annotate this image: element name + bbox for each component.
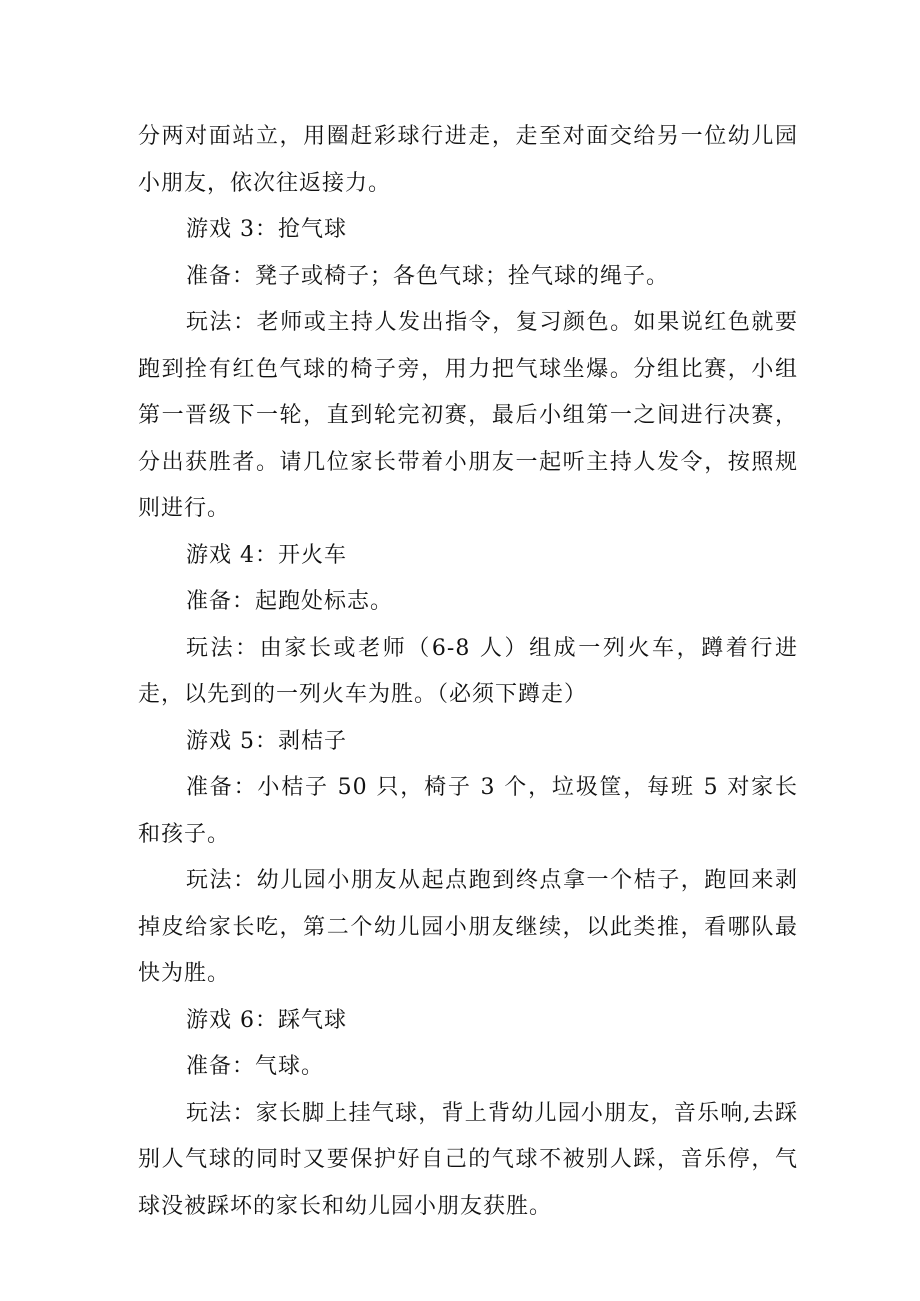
game-4-rules: 玩法：由家长或老师（6-8 人）组成一列火车，蹲着行进走，以先到的一列火车为胜。（必须下蹲走） (138, 635, 798, 707)
game-3-preparation: 准备：凳子或椅子；各色气球；拴气球的绳子。 (186, 263, 670, 289)
game-4-title: 游戏 4：开火车 (186, 542, 347, 568)
document-body (138, 114, 798, 1230)
game-4-preparation: 准备：起跑处标志。 (186, 589, 394, 614)
game-5-title: 游戏 5：剥桔子 (186, 728, 347, 754)
paragraph-relay-rules: 分两对面站立，用圈赶彩球行进走，走至对面交给另一位幼儿园小朋友，依次往返接力。 (138, 124, 798, 196)
game-6-preparation: 准备：气球。 (186, 1054, 325, 1079)
game-6-title: 游戏 6：踩气球 (186, 1007, 347, 1033)
game-5-rules: 玩法：幼儿园小朋友从起点跑到终点拿一个桔子，跑回来剥掉皮给家长吃，第二个幼儿园小朋友继续，以此类推，看哪队最快为胜。 (138, 868, 798, 986)
game-5-preparation: 准备：小桔子 50 只，椅子 3 个，垃圾筐，每班 5 对家长和孩子。 (138, 775, 798, 847)
game-3-rules: 玩法：老师或主持人发出指令，复习颜色。如果说红色就要跑到拴有红色气球的椅子旁，用力把气球坐爆。分组比赛，小组第一晋级下一轮，直到轮完初赛，最后小组第一之间进行决赛，分出获胜者。请几位家长带着小朋友一起听主持人发令，按照规则进行。 (138, 310, 798, 521)
game-3-title: 游戏 3：抢气球 (186, 217, 347, 242)
game-6-rules: 玩法：家长脚上挂气球，背上背幼儿园小朋友，音乐响,去踩别人气球的同时又要保护好自己的气球不被别人踩，音乐停，气球没被踩坏的家长和幼儿园小朋友获胜。 (138, 1100, 798, 1219)
